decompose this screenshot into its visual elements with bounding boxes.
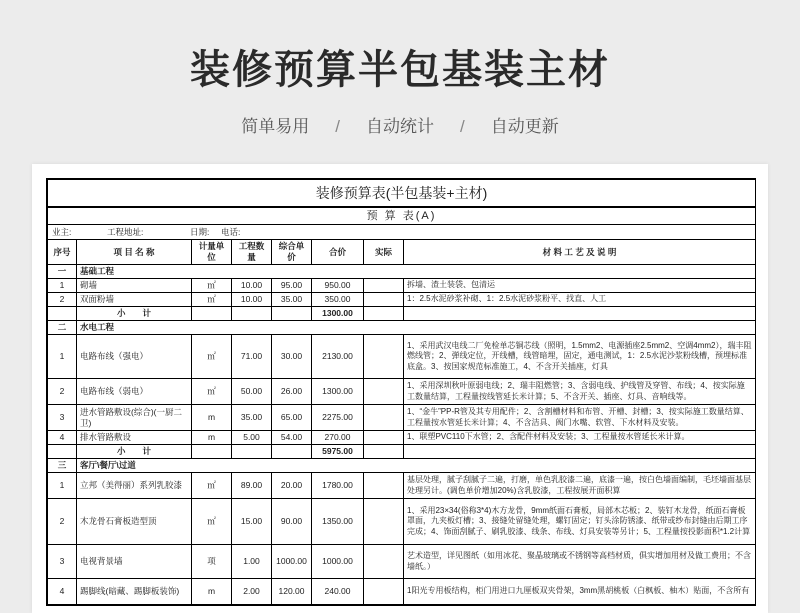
- row-desc: 1、“金牛”PP-R管及其专用配件；2、含割槽材料和布管、开槽、封槽；3、按实际施工数量结算、工程量按水管延长米计算；4、不含洁具、阀门水嘴、软管、下水材料及安装。: [404, 405, 756, 431]
- row-unit: ㎡: [192, 499, 232, 545]
- sheet-title: 装修预算表(半包基装+主材): [48, 180, 756, 208]
- row-actual: [364, 293, 404, 307]
- row-name: 砌墙: [77, 279, 192, 293]
- table-row: [48, 293, 756, 307]
- row-actual: [364, 499, 404, 545]
- row-qty: 1.00: [232, 545, 272, 579]
- row-total: 1000.00: [312, 545, 364, 579]
- row-price: 20.00: [272, 473, 312, 499]
- row-total: 270.00: [312, 431, 364, 445]
- spreadsheet-preview-card: [32, 164, 768, 613]
- row-unit: ㎡: [192, 293, 232, 307]
- row-unit: 项: [192, 545, 232, 579]
- banner-tagline: [0, 112, 800, 137]
- section-no: 二: [48, 321, 77, 335]
- section-row: [48, 265, 756, 279]
- section-no: 三: [48, 459, 77, 473]
- row-desc: 基层处理，腻子刮腻子二遍，打磨，单色乳胶漆二遍，底漆一遍，按白色墙面编制，毛坯墙面基层处理另计。(调色单价增加20%)含乳胶漆，工程按展开面积算: [404, 473, 756, 499]
- row-name: 进水管路敷设(综合)(一厨二卫): [77, 405, 192, 431]
- section-no: 一: [48, 265, 77, 279]
- col-header: 序号: [48, 240, 77, 265]
- table-header-row: [48, 240, 756, 265]
- col-header: 项 目 名 称: [77, 240, 192, 265]
- banner-title: 装修预算半包基装主材: [190, 48, 610, 92]
- row-actual: [364, 473, 404, 499]
- row-qty: 50.00: [232, 379, 272, 405]
- row-no: 2: [48, 499, 77, 545]
- subtotal-label: 小 计: [77, 445, 192, 459]
- row-price: 26.00: [272, 379, 312, 405]
- phone-label: 电话:: [221, 226, 241, 237]
- table-row: [48, 405, 756, 431]
- row-total: 240.00: [312, 579, 364, 605]
- row-no: 2: [48, 293, 77, 307]
- row-no: 3: [48, 405, 77, 431]
- info-row: [48, 225, 756, 240]
- budget-sheet: [46, 178, 756, 606]
- row-actual: [364, 405, 404, 431]
- row-price: 95.00: [272, 279, 312, 293]
- col-header: 综合单价: [272, 240, 312, 265]
- row-name: 电视背景墙: [77, 545, 192, 579]
- table-row: [48, 379, 756, 405]
- subtotal-row: [48, 445, 756, 459]
- row-price: 1000.00: [272, 545, 312, 579]
- section-name: 水电工程: [77, 321, 756, 335]
- row-desc: 1、采用23×34(俗称3*4)木方龙骨，9mm纸面石膏板，局部木芯板；2、装钉木龙骨，纸面石膏板罩面，九夹板灯槽；3、接缝处留缝处理，螺钉固定；钉头涂防锈漆、纸带或纱布封缝由后期工序完成；4、饰面刮腻子、刷乳胶漆、线条、布线、灯具安装等另计；5、工程量按投影面积*1.2计算: [404, 499, 756, 545]
- row-name: 电路布线（弱电）: [77, 379, 192, 405]
- tag-auto-stat: 自动统计: [366, 117, 434, 136]
- row-no: 3: [48, 545, 77, 579]
- row-price: 30.00: [272, 335, 312, 379]
- row-total: 2130.00: [312, 335, 364, 379]
- row-unit: ㎡: [192, 279, 232, 293]
- date-label: 日期:: [190, 226, 210, 237]
- sheet-subtitle: 预 算 表(A): [48, 207, 756, 225]
- table-row: [48, 431, 756, 445]
- subtotal-value: 1300.00: [312, 307, 364, 321]
- row-qty: 35.00: [232, 405, 272, 431]
- row-desc: 1、采用武汉电线二厂免检单芯铜芯线（照明，1.5mm2、电源插座2.5mm2、空调4mm2），瑞丰阻燃线管；2、弹线定位，开线槽，线管暗埋，固定，通电测试，1：2.5水泥沙浆粉线槽，预埋标准底盒。3、按国家规范标准施工，4、不含开关插座，灯具: [404, 335, 756, 379]
- row-desc: 拆墙、渣土装袋、包清运: [404, 279, 756, 293]
- row-qty: 10.00: [232, 279, 272, 293]
- row-unit: ㎡: [192, 379, 232, 405]
- row-desc: 1、采用深圳秋叶原弱电线；2、瑞丰阻燃管；3、含弱电线、护线管及穿管、布线；4、按实际施工数量结算，工程量按线管延长米计算；5、不含开关、插座、灯具、音响线等。: [404, 379, 756, 405]
- section-name: 基础工程: [77, 265, 756, 279]
- row-actual: [364, 379, 404, 405]
- row-actual: [364, 545, 404, 579]
- row-total: 1300.00: [312, 379, 364, 405]
- section-name: 客厅\餐厅\过道: [77, 459, 756, 473]
- tag-separator: /: [335, 117, 340, 136]
- subtotal-label: 小 计: [77, 307, 192, 321]
- col-header: 实际: [364, 240, 404, 265]
- tag-separator: /: [460, 117, 465, 136]
- tag-easy: 简单易用: [241, 117, 310, 136]
- row-qty: 10.00: [232, 293, 272, 307]
- row-no: 2: [48, 379, 77, 405]
- row-price: 35.00: [272, 293, 312, 307]
- col-header: 工程数量: [232, 240, 272, 265]
- row-no: 4: [48, 431, 77, 445]
- row-actual: [364, 579, 404, 605]
- row-name: 踢脚线(暗藏、踢脚板装饰): [77, 579, 192, 605]
- row-unit: m: [192, 405, 232, 431]
- col-header: 合价: [312, 240, 364, 265]
- table-row: [48, 335, 756, 379]
- row-qty: 71.00: [232, 335, 272, 379]
- row-no: 4: [48, 579, 77, 605]
- row-unit: m: [192, 579, 232, 605]
- row-total: 950.00: [312, 279, 364, 293]
- row-qty: 2.00: [232, 579, 272, 605]
- row-qty: 89.00: [232, 473, 272, 499]
- row-unit: ㎡: [192, 335, 232, 379]
- row-actual: [364, 279, 404, 293]
- row-no: 1: [48, 473, 77, 499]
- row-desc: 艺术造型，详见图纸（如用冰花、聚晶玻璃或不锈钢等高档材质，俱实增加用材及做工费用；不含墙纸。）: [404, 545, 756, 579]
- tag-auto-update: 自动更新: [490, 117, 559, 136]
- row-qty: 15.00: [232, 499, 272, 545]
- row-name: 双面粉墙: [77, 293, 192, 307]
- col-header: 计量单位: [192, 240, 232, 265]
- section-row: [48, 321, 756, 335]
- row-price: 120.00: [272, 579, 312, 605]
- row-desc: 1：2.5水泥砂浆补砌、1：2.5水泥砂浆粉平、找直、人工: [404, 293, 756, 307]
- row-desc: 1阳光专用板结构，柜门用进口九厘板双夹骨架，3mm黑胡桃板（白枫板、柚木）贴面，不含所有: [404, 579, 756, 605]
- row-name: 木龙骨石膏板造型顶: [77, 499, 192, 545]
- col-header: 材 料 工 艺 及 说 明: [404, 240, 756, 265]
- row-total: 1780.00: [312, 473, 364, 499]
- row-no: 1: [48, 279, 77, 293]
- row-unit: ㎡: [192, 473, 232, 499]
- row-total: 350.00: [312, 293, 364, 307]
- row-actual: [364, 431, 404, 445]
- row-price: 54.00: [272, 431, 312, 445]
- row-name: 电路布线（强电）: [77, 335, 192, 379]
- budget-table: [47, 179, 756, 605]
- table-row: [48, 579, 756, 605]
- row-name: 排水管路敷设: [77, 431, 192, 445]
- row-desc: 1、联塑PVC110下水管；2、含配件材料及安装；3、工程量按水管延长米计算。: [404, 431, 756, 445]
- row-qty: 5.00: [232, 431, 272, 445]
- section-row: [48, 459, 756, 473]
- table-row: [48, 473, 756, 499]
- table-row: [48, 545, 756, 579]
- row-name: 立邦（美得丽）系列乳胶漆: [77, 473, 192, 499]
- owner-label: 业主:: [52, 226, 72, 237]
- table-row: [48, 499, 756, 545]
- row-total: 2275.00: [312, 405, 364, 431]
- table-row: [48, 279, 756, 293]
- row-no: 1: [48, 335, 77, 379]
- subtotal-row: [48, 307, 756, 321]
- subtotal-value: 5975.00: [312, 445, 364, 459]
- row-unit: m: [192, 431, 232, 445]
- address-label: 工程地址:: [107, 226, 144, 237]
- row-price: 65.00: [272, 405, 312, 431]
- row-price: 90.00: [272, 499, 312, 545]
- row-total: 1350.00: [312, 499, 364, 545]
- row-actual: [364, 335, 404, 379]
